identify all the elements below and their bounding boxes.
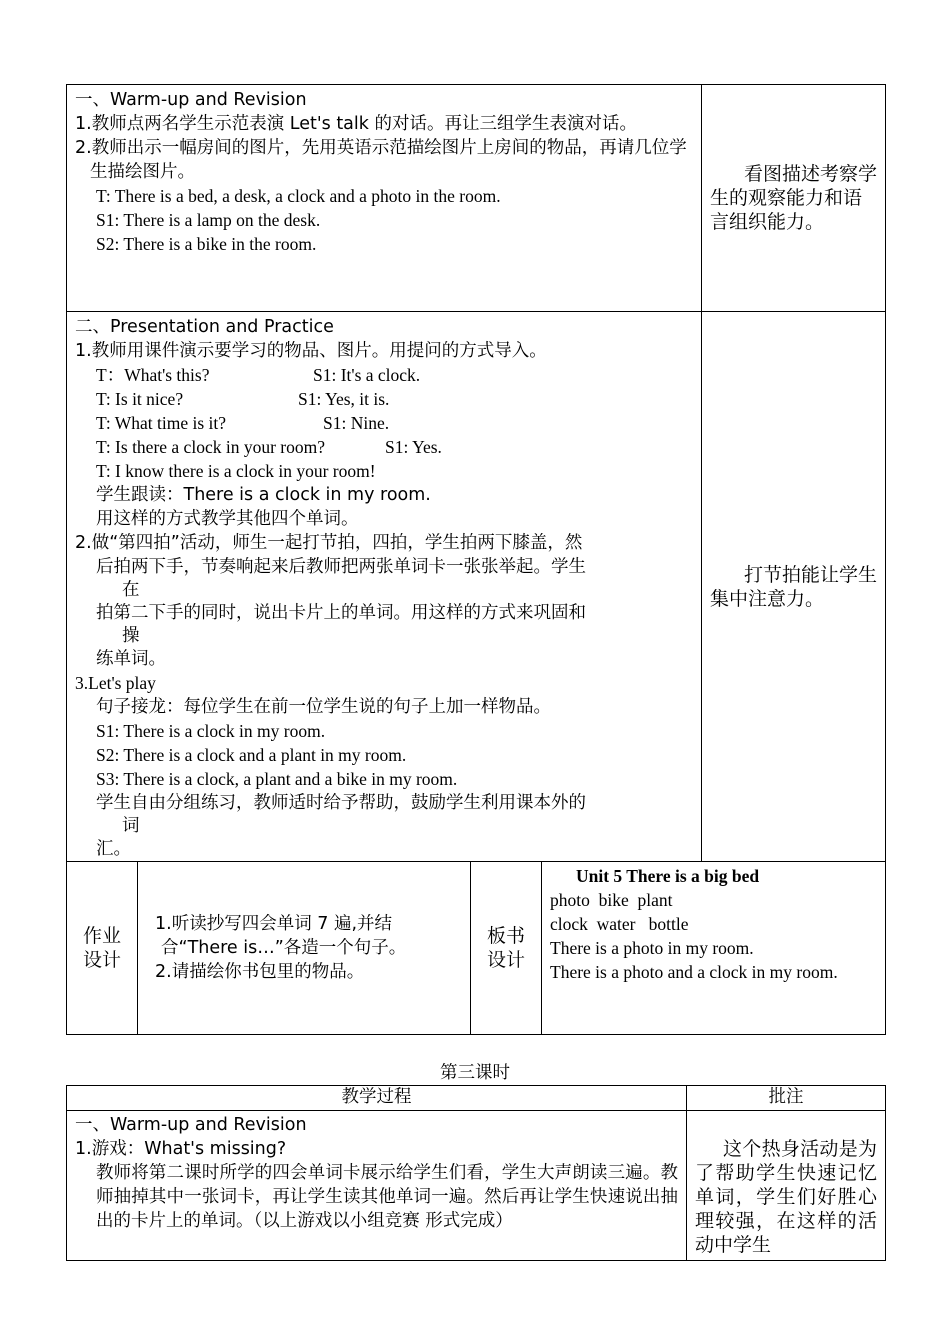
chain-line: S1: There is a clock in my room.	[96, 721, 326, 741]
lesson3-warmup-heading: 一、Warm-up and Revision	[75, 1115, 307, 1135]
lesson3-note-cell	[687, 1111, 886, 1261]
warmup-note-cell	[702, 85, 886, 312]
step2-line: 拍第二下手的同时，说出卡片上的单词。用这样的方式来巩固和	[96, 603, 586, 623]
lesson2-table	[66, 84, 886, 1035]
presentation-cell	[67, 312, 702, 862]
warmup-step1: 1.教师点两名学生示范表演 Let's talk 的对话。再让三组学生表演对话。	[75, 114, 637, 134]
lesson3-warmup-cell	[67, 1111, 687, 1261]
method-line: 用这样的方式教学其他四个单词。	[96, 509, 359, 529]
free-line: 学生自由分组练习，教师适时给予帮助，鼓励学生利用课本外的	[96, 793, 586, 813]
board-content-cell	[542, 862, 886, 1035]
homework-item: 1.听读抄写四会单词 7 遍,并结合“There is…”各造一个句子。	[155, 914, 407, 958]
dialog-line: S1: There is a lamp on the desk.	[96, 210, 321, 230]
step3-desc: 句子接龙：每位学生在前一位学生说的句子上加一样物品。	[96, 697, 551, 717]
student-answer: S1: Yes, it is.	[298, 389, 390, 409]
homework-label-cell	[67, 862, 138, 1035]
student-answer: S1: Yes.	[385, 437, 442, 457]
step3-heading: 3.Let's play	[75, 673, 156, 693]
dialog-line: T: There is a bed, a desk, a clock and a photo in the room.	[96, 186, 501, 206]
note-header: 批注	[687, 1086, 886, 1111]
step2-line: 后拍两下手，节奏响起来后教师把两张单词卡一张张举起。学生	[96, 557, 586, 577]
warmup-heading: 一、Warm-up and Revision	[75, 90, 307, 110]
lesson3-game: 1.游戏：What's missing?	[75, 1139, 287, 1159]
warmup-cell	[67, 85, 702, 312]
presentation-note-cell	[702, 312, 886, 862]
board-line: clock water bottle	[550, 914, 689, 934]
student-answer: S1: It's a clock.	[313, 365, 421, 385]
homework-content-cell	[138, 862, 471, 1035]
board-label-cell	[471, 862, 542, 1035]
qa-row	[75, 387, 693, 411]
follow-read: 学生跟读：There is a clock in my room.	[96, 485, 431, 505]
qa-row	[75, 363, 693, 387]
chain-line: S2: There is a clock and a plant in my room.	[96, 745, 407, 765]
teacher-line: T: I know there is a clock in your room!	[96, 461, 376, 481]
qa-row	[75, 435, 693, 459]
board-label: 板书设计	[486, 925, 525, 971]
board-line: There is a photo in my room.	[550, 938, 754, 958]
step2-line: 操	[122, 626, 140, 646]
lesson3-title: 第三课时	[440, 1063, 510, 1083]
presentation-heading: 二、Presentation and Practice	[75, 317, 334, 337]
board-line: photo bike plant	[550, 890, 673, 910]
qa-row	[75, 411, 693, 435]
board-line: There is a photo and a clock in my room.	[550, 962, 838, 982]
lesson3-table	[66, 1085, 886, 1261]
step2-line: 在	[122, 580, 140, 600]
teacher-question: T: What time is it?	[96, 413, 227, 433]
dialog-line: S2: There is a bike in the room.	[96, 234, 317, 254]
teacher-question: T: Is there a clock in your room?	[96, 437, 325, 457]
teacher-question: T：What's this?	[96, 365, 210, 385]
student-answer: S1: Nine.	[323, 413, 390, 433]
board-title: Unit 5 There is a big bed	[576, 866, 760, 886]
presentation-step1: 1.教师用课件演示要学习的物品、图片。用提问的方式导入。	[75, 341, 547, 361]
teacher-question: T: Is it nice?	[96, 389, 184, 409]
free-line: 词	[122, 816, 140, 836]
warmup-step2: 2.教师出示一幅房间的图片，先用英语示范描绘图片上房间的物品，再请几位学生描绘图片。	[75, 138, 687, 182]
chain-line: S3: There is a clock, a plant and a bike in my room.	[96, 769, 458, 789]
presentation-note: 打节拍能让学生集中注意力。	[710, 563, 878, 610]
process-header: 教学过程	[67, 1086, 687, 1111]
step2-line: 练单词。	[96, 649, 166, 669]
warmup-note: 看图描述考察学生的观察能力和语言组织能力。	[710, 163, 878, 233]
free-line: 汇。	[96, 839, 131, 859]
lesson3-note: 这个热身活动是为了帮助学生快速记忆单词，学生们好胜心理较强，在这样的活动中学生	[695, 1138, 877, 1256]
homework-item: 2.请描绘你书包里的物品。	[155, 962, 365, 982]
homework-label: 作业设计	[82, 925, 121, 971]
step2-line: 2.做“第四拍”活动，师生一起打节拍，四拍，学生拍两下膝盖，然	[75, 533, 583, 553]
lesson3-desc: 教师将第二课时所学的四会单词卡展示给学生们看，学生大声朗读三遍。教师抽掉其中一张词卡，再让学生读其他单词一遍。然后再让学生快速说出抽出的卡片上的单词。（以上游戏以小组竞赛 形式完成）	[96, 1163, 678, 1231]
